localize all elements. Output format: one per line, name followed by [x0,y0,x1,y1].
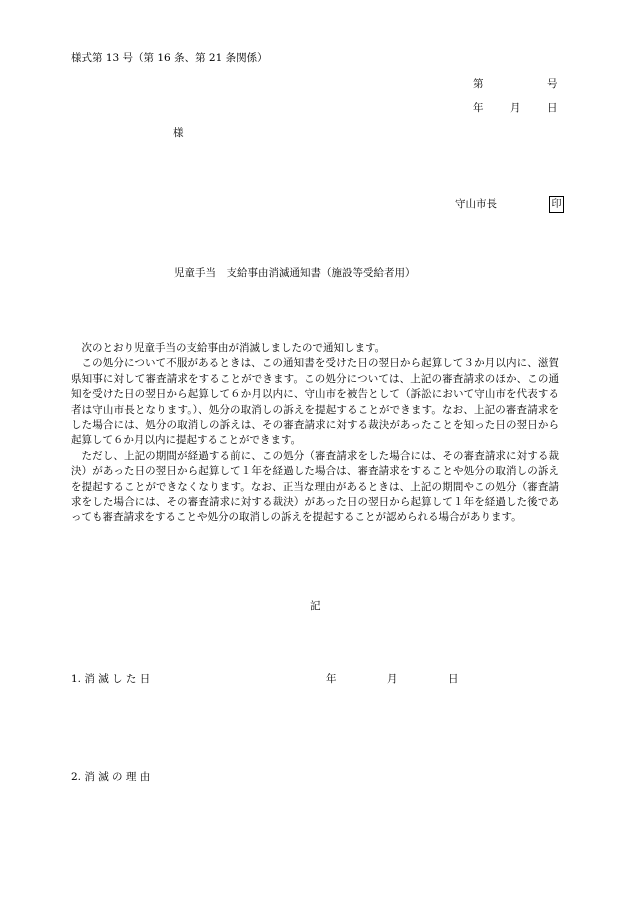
seal-mark: 印 [549,196,564,213]
header-date-day: 日 [547,102,558,114]
notice-paragraph-1: 次のとおり児童手当の支給事由が消滅しましたので通知します。 [81,342,386,354]
item1-label: 1. 消 滅 し た 日 [71,673,151,685]
item1-year: 年 [326,673,337,685]
item2-label: 2. 消 滅 の 理 由 [71,771,151,783]
notice-body [71,341,559,526]
doc-number-prefix: 第 [473,78,484,90]
notice-paragraph-3: ただし、上記の期間が経過する前に、この処分（審査請求をした場合には、その審査請求に対する裁決）があった日の翌日から起算して１年を経過した場合は、審査請求をすることや処分の取消しの訴えを提起することができなくなります。なお、正当な理由があるときは、上記の期間やこの処分（審査請求をした場合には、その審査請求に対する裁決）があった日の翌日から起算して１年を経過した後であっても審査請求をすることや処分の取消しの訴えを提起することが認められる場合があります。 [71,449,559,524]
doc-number-suffix: 号 [547,78,558,90]
document-title: 児童手当 支給事由消滅通知書（施設等受給者用） [174,267,416,279]
ki-heading: 記 [310,600,321,612]
item1-month: 月 [387,673,398,685]
header-date-month: 月 [510,102,521,114]
item1-day: 日 [448,673,459,685]
notice-paragraph-2: この処分について不服があるときは、この通知書を受けた日の翌日から起算して３か月以内に、滋賀県知事に対して審査請求をすることができます。この処分については、上記の審査請求のほか、この通知を受けた日の翌日から起算して６か月以内に、守山市を被告として（訴訟において守山市を代表する者は守山市長となります。）、処分の取消しの訴えを提起することができます。なお、上記の審査請求をした場合には、処分の取消しの訴えは、その審査請求に対する裁決があったことを知った日の翌日から起算して６か月以内に提起することができます。 [71,357,559,447]
header-date-year: 年 [473,102,484,114]
addressee-suffix: 様 [173,127,184,139]
form-number: 様式第 13 号（第 16 条、第 21 条関係） [71,52,268,64]
issuer-name: 守山市長 [455,198,497,210]
